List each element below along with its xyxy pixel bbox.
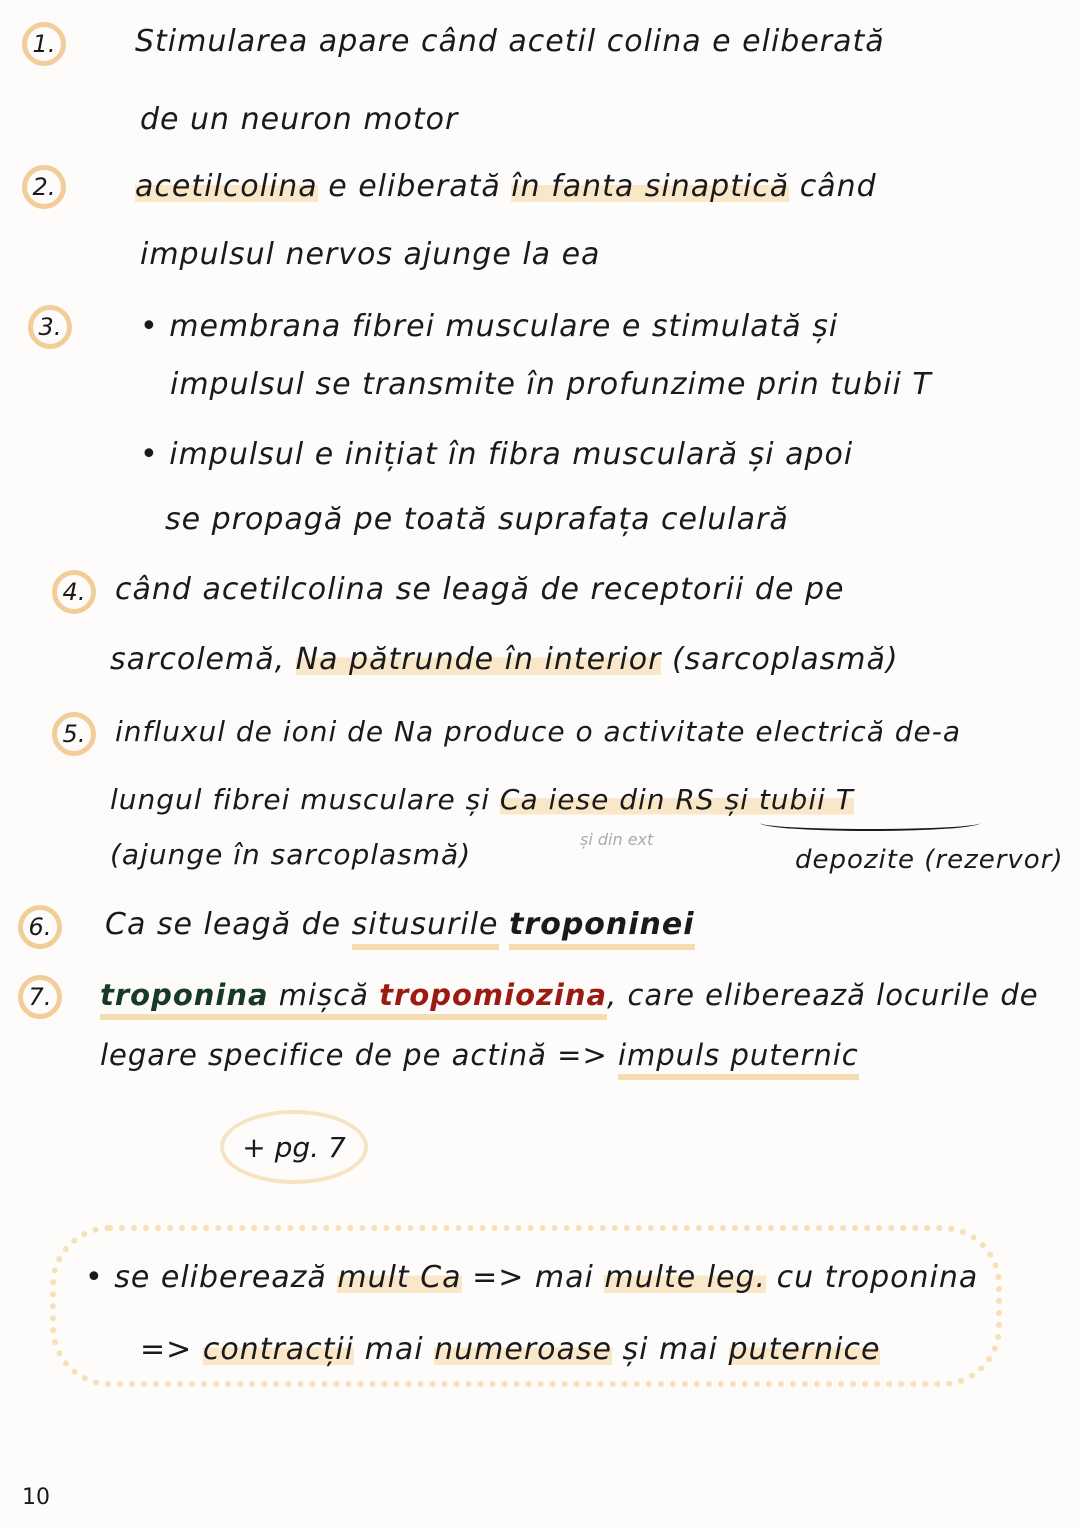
text-si-mai: și mai — [612, 1332, 729, 1367]
text-sarcolema: sarcolemă, — [110, 642, 296, 677]
item-marker-7: 7. — [18, 975, 62, 1019]
page-reference: + pg. 7 — [220, 1110, 368, 1184]
item-marker-5: 5. — [52, 712, 96, 756]
text-misca: mișcă — [269, 978, 380, 1020]
highlight-mult-ca: mult Ca — [337, 1260, 462, 1295]
item-3-bullet-1-line-1: • membrana fibrei musculare e stimulată și — [140, 309, 839, 344]
item-marker-1: 1. — [22, 22, 66, 66]
bullet-text: impulsul e inițiat în fibra musculară și apoi — [169, 437, 854, 472]
item-5-line-3: (ajunge în sarcoplasmă) — [110, 838, 472, 871]
item-marker-2: 2. — [22, 165, 66, 209]
brace-label: depozite (rezervor) — [795, 845, 1064, 875]
brace-icon — [760, 815, 980, 831]
item-3-bullet-1-line-2: impulsul se transmite în profunzime prin tubii T — [170, 367, 932, 402]
item-5-line-1: influxul de ioni de Na produce o activitate electrică de-a — [115, 715, 962, 748]
item-5-line-2 — [110, 780, 854, 820]
page-number: 10 — [22, 1485, 50, 1510]
summary-line-1 — [85, 1258, 978, 1298]
bullet-text: membrana fibrei musculare e stimulată și — [169, 309, 839, 344]
item-marker-6: 6. — [18, 905, 62, 949]
text-legare: legare specifice de pe actină => — [100, 1038, 618, 1072]
highlight-contractii: contracții — [202, 1332, 355, 1367]
item-3-bullet-2-line-1: • impulsul e inițiat în fibra musculară și apoi — [140, 437, 854, 472]
item-marker-4: 4. — [52, 570, 96, 614]
highlight-na-patrunde: Na pătrunde în interior — [295, 642, 662, 677]
highlight-puternice: puternice — [728, 1332, 881, 1367]
item-6-line — [105, 905, 695, 945]
text-se-elibereaza: se eliberează — [114, 1260, 338, 1295]
item-7-line-1 — [100, 975, 1039, 1015]
highlight-numeroase: numeroase — [434, 1332, 612, 1367]
text-lungul: lungul fibrei musculare și — [110, 783, 500, 816]
text-mai: mai — [354, 1332, 435, 1367]
text-sarcoplasma: (sarcoplasmă) — [661, 642, 899, 677]
bullet: • — [85, 1260, 104, 1295]
underlined-impuls-puternic: impuls puternic — [618, 1038, 859, 1080]
text-cu-troponina: cu troponina — [766, 1260, 979, 1295]
annotation-si-din-ext: și din ext — [580, 830, 654, 849]
bold-troponinei: troponinei — [509, 907, 694, 950]
highlight-fanta-sinaptica: în fanta sinaptică — [511, 169, 790, 204]
highlight-ca-iese: Ca iese din RS și tubii T — [499, 783, 854, 816]
text-mai: => mai — [461, 1260, 605, 1295]
bold-tropomiozina: tropomiozina — [379, 978, 607, 1020]
item-2-line-2: impulsul nervos ajunge la ea — [140, 237, 601, 272]
highlight-multe-leg: multe leg. — [604, 1260, 767, 1295]
item-7-line-2 — [100, 1035, 859, 1075]
text-ca-se-leaga: Ca se leagă de — [105, 907, 352, 942]
text-e-eliberata: e eliberată — [328, 169, 512, 204]
arrow-icon: => — [140, 1332, 193, 1367]
bold-troponina: troponina — [100, 978, 269, 1020]
item-1-line-1: Stimularea apare când acetil colina e eliberată — [135, 24, 885, 59]
text-care-elibereaza: , care eliberează locurile de — [607, 978, 1039, 1012]
item-4-line-1: când acetilcolina se leagă de receptorii de pe — [115, 572, 845, 607]
summary-line-2 — [140, 1330, 880, 1370]
item-2-line-1 — [135, 167, 877, 207]
item-marker-3: 3. — [28, 305, 72, 349]
highlight-acetilcolina: acetilcolina — [135, 169, 318, 204]
item-4-line-2 — [110, 640, 899, 680]
item-1-line-2: de un neuron motor — [140, 102, 459, 137]
text-cand: când — [799, 169, 877, 204]
item-3-bullet-2-line-2: se propagă pe toată suprafața celulară — [165, 502, 789, 537]
underlined-situsurile: situsurile — [352, 907, 499, 950]
